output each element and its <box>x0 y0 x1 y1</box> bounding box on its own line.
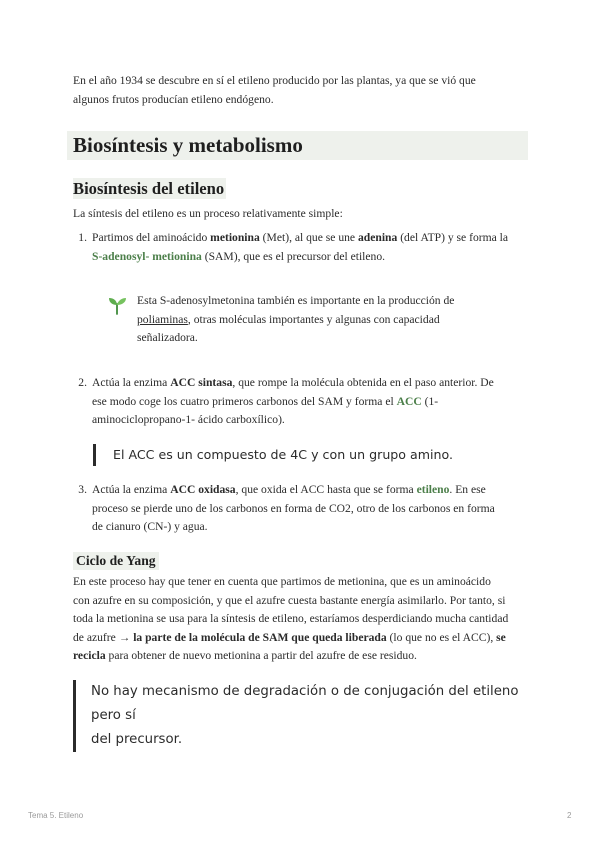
blockquote-acc: El ACC es un compuesto de 4C y con un grupo amino. <box>93 444 453 466</box>
list-number: 2. <box>78 376 87 389</box>
quote-line: No hay mecanismo de degradación o de conjugación del etileno pero sí <box>91 684 519 723</box>
list-item-1 <box>73 229 533 269</box>
list-line <box>92 374 532 393</box>
intro-line: algunos frutos producían etileno endógeno. <box>73 92 274 106</box>
list-item-3 <box>73 481 533 539</box>
note-line <box>137 311 497 330</box>
subsection-heading: Biosíntesis del etileno <box>73 179 225 198</box>
text-run: (Met), al que se une <box>259 231 358 244</box>
list-line: de cianuro (CN-) y agua. <box>92 520 208 533</box>
text-run: (lo que no es el ACC), <box>386 630 497 644</box>
section-heading: Biosíntesis y metabolismo <box>67 131 528 160</box>
paragraph-line: toda la metionina se usa para la síntesis de etileno, estaríamos desperdiciando mucha cantidad <box>73 612 509 625</box>
keyword-adenina: adenina <box>357 231 398 244</box>
note-line: Esta S-adenosylmetonina también es importante en la producción de <box>137 294 455 307</box>
text-run: . En ese <box>449 483 486 496</box>
text-run: ese modo coge los cuatro primeros carbonos del SAM y forma el <box>92 394 397 408</box>
text-run: Partimos del aminoácido <box>92 231 211 244</box>
text-run: para obtener de nuevo metionina a partir del azufre de ese residuo. <box>105 649 417 662</box>
page-number: 2 <box>567 811 572 820</box>
list-line: proceso se pierde uno de los carbonos en forma de CO2, otro de los carbonos en forma <box>92 501 495 515</box>
list-number: 3. <box>78 483 87 496</box>
list-item-2 <box>73 374 533 432</box>
emphasis-se: se <box>496 630 506 644</box>
emphasis-recicla: recicla <box>73 649 106 662</box>
text-run: , que oxida el ACC hasta que se forma <box>235 483 417 496</box>
keyword-acc: ACC <box>396 394 422 408</box>
keyword-etileno: etileno <box>416 483 450 496</box>
poliaminas-link[interactable]: poliaminas <box>137 312 188 326</box>
text-run: Actúa la enzima <box>92 483 171 496</box>
text-run: (del ATP) y se forma la <box>397 231 509 244</box>
paragraph-line: En este proceso hay que tener en cuenta que partimos de metionina, que es un aminoácido <box>73 575 491 588</box>
footer-title: Tema 5. Etileno <box>28 811 84 820</box>
text-run: de azufre <box>73 630 119 644</box>
note-line: señalizadora. <box>137 331 198 344</box>
text-run: , otras moléculas importantes y algunas con capacidad <box>187 312 440 326</box>
list-line <box>92 248 532 267</box>
keyword-acc-oxidasa: ACC oxidasa <box>170 483 236 496</box>
intro-paragraph <box>73 72 528 109</box>
paragraph-line <box>73 629 528 648</box>
emphasis-sam-liberada: → la parte de la molécula de SAM que queda liberada <box>118 630 387 644</box>
paragraph-line: con azufre en su composición, y que el azufre cuesta bastante energía asimilarlo. Por tanto, si <box>73 593 506 607</box>
intro-line: En el año 1934 se descubre en sí el etileno producido por las plantas, ya que se vió que <box>73 74 476 87</box>
keyword-acc-sintasa: ACC sintasa <box>170 376 233 389</box>
list-line: aminociclopropano-1- ácido carboxílico). <box>92 413 285 426</box>
blockquote-degradation <box>73 680 528 752</box>
list-line <box>92 229 532 248</box>
synthesis-intro: La síntesis del etileno es un proceso relativamente simple: <box>73 207 343 220</box>
list-number: 1. <box>78 231 87 244</box>
sprout-icon <box>107 295 127 315</box>
quote-line: del precursor. <box>91 732 183 747</box>
yang-cycle-paragraph <box>73 573 528 666</box>
text-run: , que rompe la molécula obtenida en el paso anterior. De <box>232 376 494 389</box>
list-line <box>92 393 532 412</box>
text-run: (1- <box>421 394 439 408</box>
paragraph-line <box>73 647 528 666</box>
text-run: Actúa la enzima <box>92 376 171 389</box>
list-line <box>92 481 532 500</box>
sub-subsection-heading: Ciclo de Yang <box>73 552 159 570</box>
keyword-sam: S-adenosyl- metionina <box>92 249 202 263</box>
text-run: (SAM), que es el precursor del etileno. <box>201 249 386 263</box>
keyword-metionina: metionina <box>210 231 260 244</box>
